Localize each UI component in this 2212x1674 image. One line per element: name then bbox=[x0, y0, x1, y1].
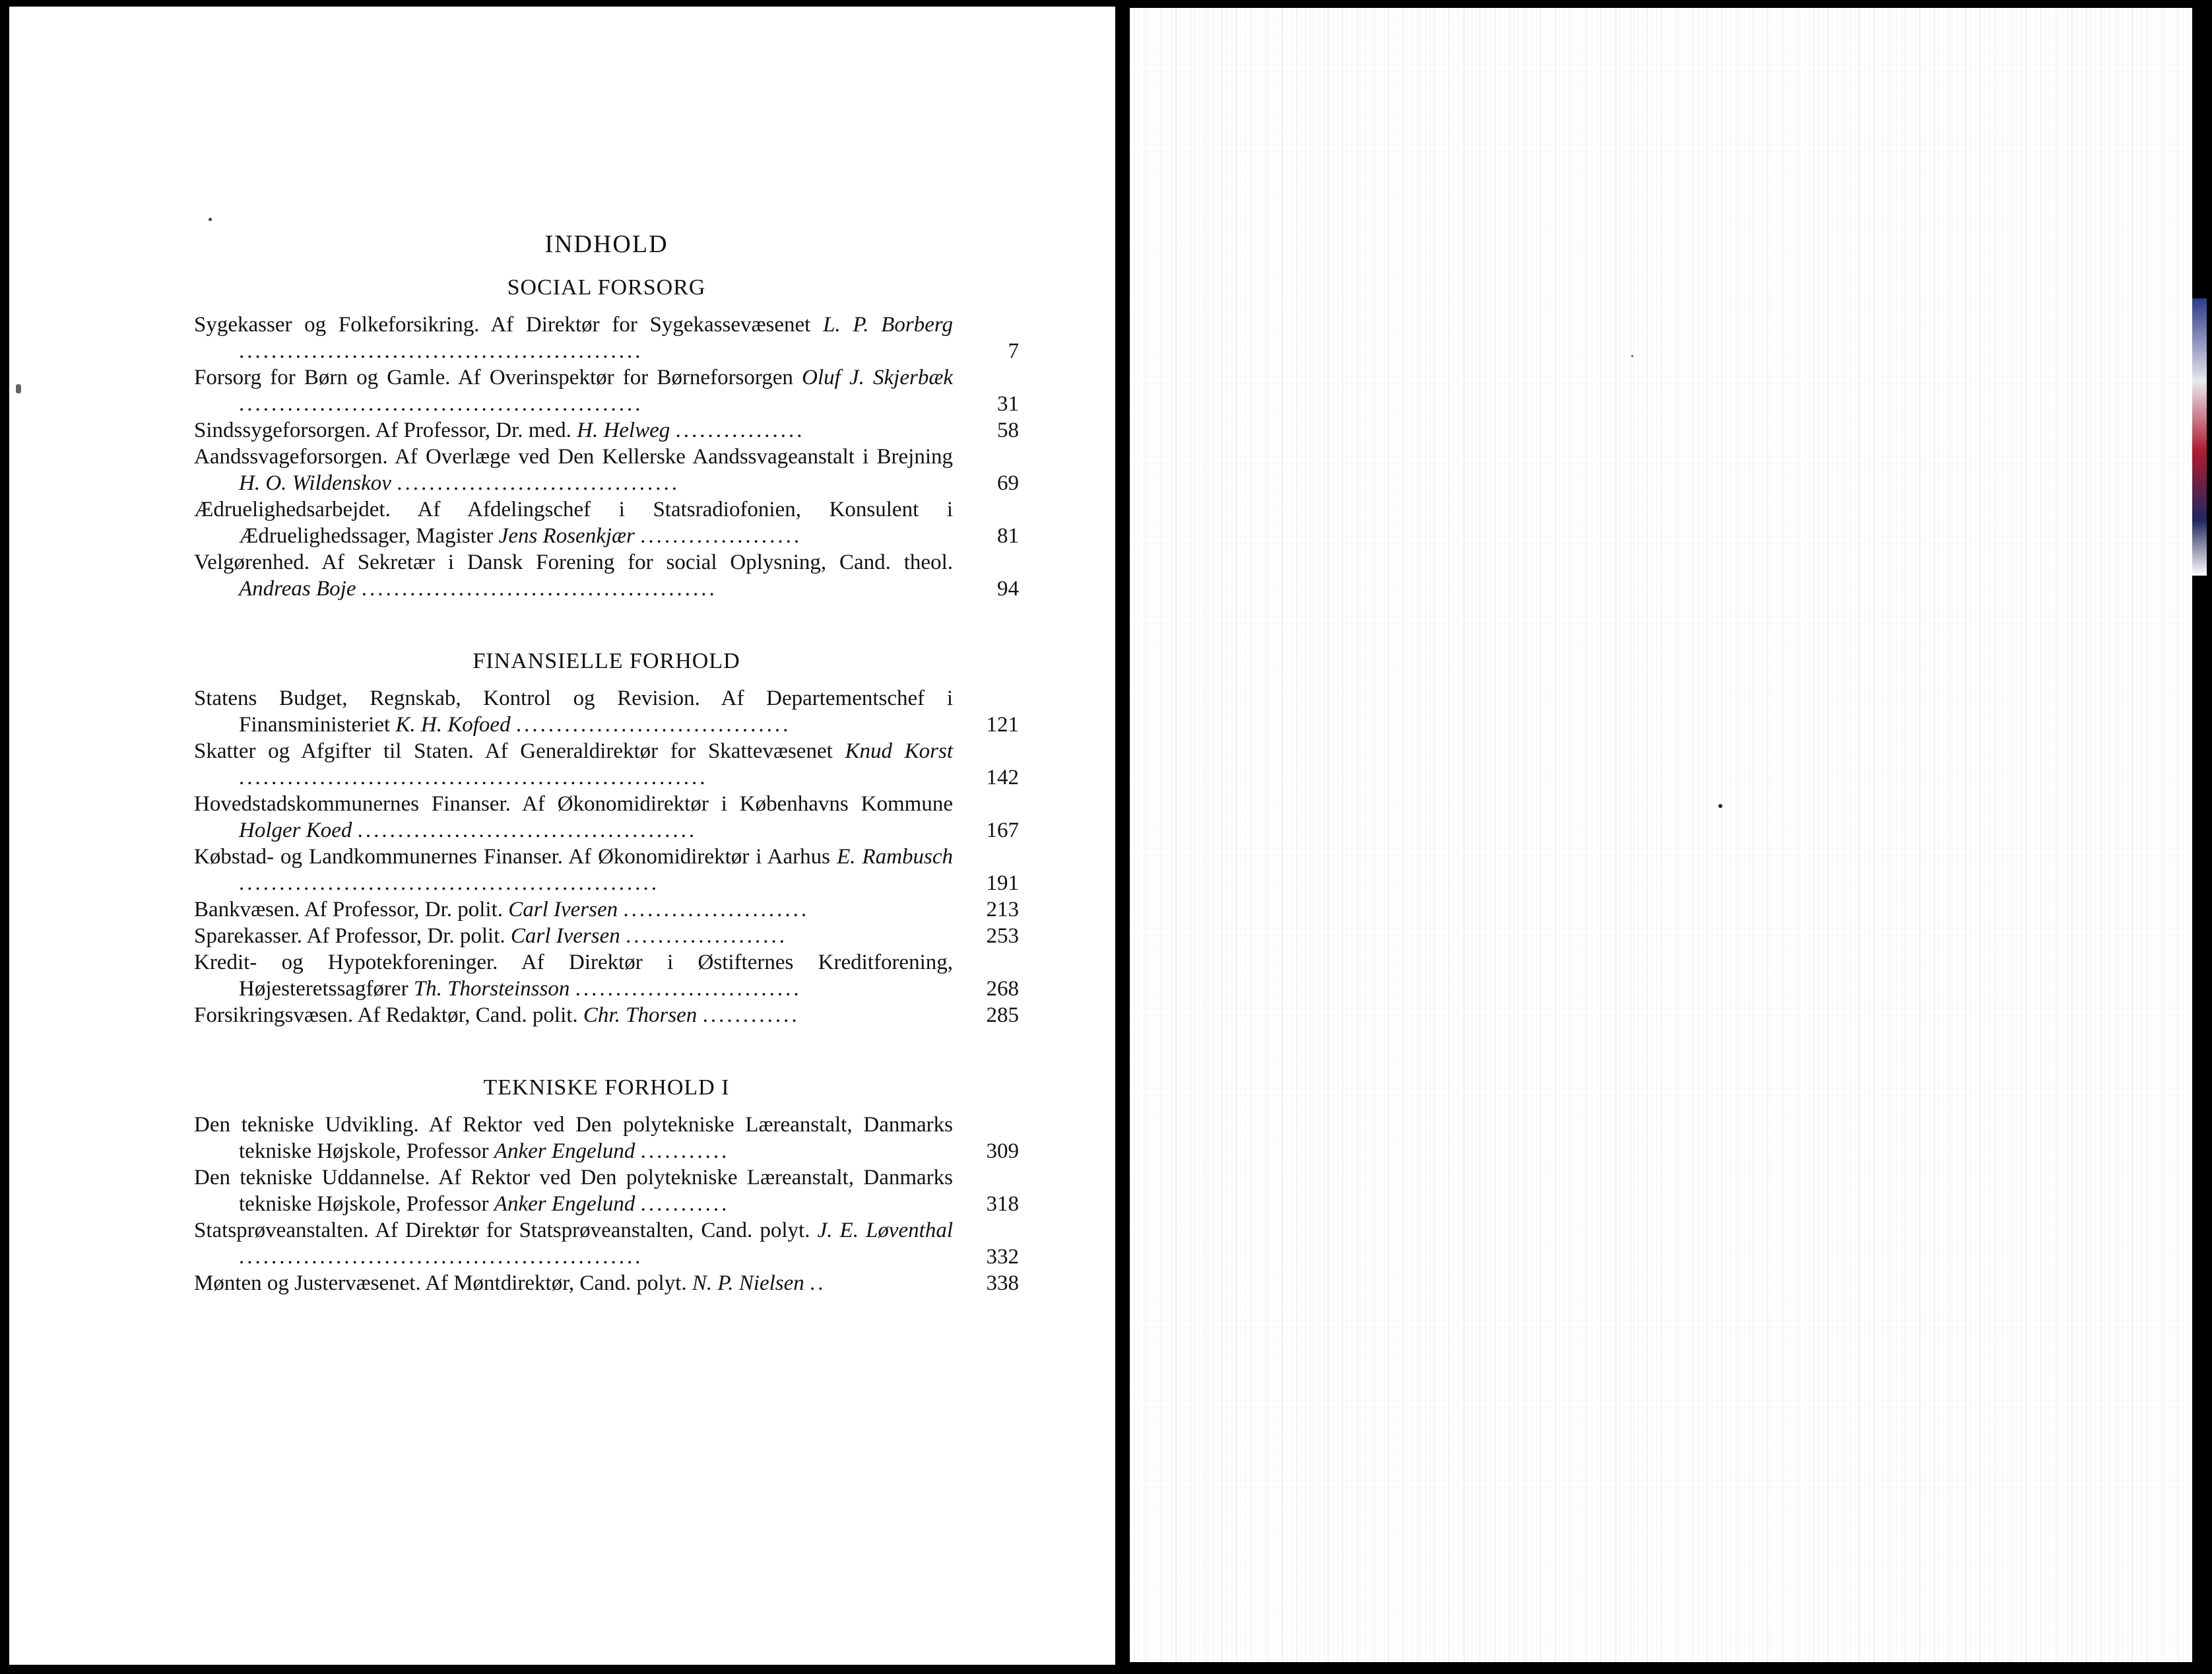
dot-leader: ........... bbox=[640, 1139, 730, 1163]
entry-author: Carl Iversen bbox=[510, 924, 620, 948]
dot-leader: .................... bbox=[626, 924, 788, 948]
section-title: FINANSIELLE FORHOLD bbox=[472, 649, 740, 673]
entry-author: Anker Engelund bbox=[494, 1139, 635, 1163]
dot-leader: .......................................................... bbox=[239, 766, 708, 789]
toc-entry bbox=[194, 896, 1019, 923]
toc-entry bbox=[194, 312, 1019, 364]
entry-text: Sparekasser. Af Professor, Dr. polit. bbox=[194, 924, 505, 948]
entry-text: Forsikringsvæsen. Af Redaktør, Cand. polit. bbox=[194, 1003, 578, 1027]
paper-texture bbox=[1130, 8, 2192, 1662]
toc-entry bbox=[194, 1164, 1019, 1217]
left-page bbox=[9, 7, 1115, 1665]
toc-section-social-forsorg bbox=[194, 275, 1019, 602]
entry-author: Chr. Thorsen bbox=[583, 1003, 698, 1027]
entry-text: Købstad- og Landkommunernes Finanser. Af Økonomidirektør i Aarhus bbox=[194, 845, 830, 869]
toc-entry bbox=[194, 417, 1019, 444]
dot-leader: ................................... bbox=[397, 471, 680, 495]
entry-text: Kredit- og Hypotekforeninger. Af Direktør i Østifternes Kreditforening, Højesteretssagfører bbox=[194, 951, 953, 1001]
entry-text: Sygekasser og Folkeforsikring. Af Direktør for Sygekassevæsenet bbox=[194, 313, 811, 337]
entry-author: E. Rambusch bbox=[837, 845, 954, 869]
table-of-contents bbox=[194, 231, 1019, 1343]
toc-entry bbox=[194, 1112, 1019, 1164]
entry-text: Statsprøveanstalten. Af Direktør for Statsprøveanstalten, Cand. polyt. bbox=[194, 1219, 810, 1242]
dot-leader: ........... bbox=[640, 1192, 730, 1216]
section-title: SOCIAL FORSORG bbox=[507, 275, 706, 300]
dot-leader: .................................................. bbox=[239, 1245, 643, 1269]
toc-entry bbox=[194, 1002, 1019, 1028]
paper-speck bbox=[209, 218, 212, 221]
entry-text: Den tekniske Uddannelse. Af Rektor ved Den polytekniske Læreanstalt, Danmarks tekniske Højskole, Professor bbox=[194, 1166, 953, 1216]
entry-page: 142 bbox=[986, 766, 1019, 789]
dot-leader: ................ bbox=[675, 418, 805, 442]
entry-page: 309 bbox=[986, 1139, 1019, 1163]
toc-entry bbox=[194, 685, 1019, 738]
entry-author: Knud Korst bbox=[845, 739, 954, 763]
entry-text: Forsorg for Børn og Gamle. Af Overinspektør for Børneforsorgen bbox=[194, 366, 793, 389]
entry-text: Aandssvageforsorgen. Af Overlæge ved Den Kellerske Aandssvageanstalt i Brejning bbox=[194, 445, 953, 469]
entry-page: 7 bbox=[1008, 339, 1019, 363]
entry-page: 191 bbox=[986, 871, 1019, 895]
toc-entry bbox=[194, 444, 1019, 496]
entry-page: 318 bbox=[986, 1192, 1019, 1216]
toc-entry bbox=[194, 496, 1019, 549]
entry-author: Th. Thorsteinsson bbox=[413, 977, 570, 1001]
entry-author: Anker Engelund bbox=[494, 1192, 635, 1216]
dot-leader: .. bbox=[810, 1271, 826, 1295]
entry-author: Carl Iversen bbox=[508, 898, 618, 921]
toc-entry bbox=[194, 949, 1019, 1002]
toc-entry bbox=[194, 844, 1019, 896]
entry-author: Holger Koed bbox=[239, 819, 352, 842]
cover-edge-strip bbox=[2192, 298, 2207, 576]
toc-entry bbox=[194, 1217, 1019, 1270]
dot-leader: .......................................... bbox=[357, 819, 698, 842]
dot-leader: .................................................... bbox=[239, 871, 659, 895]
entry-text: Hovedstadskommunernes Finanser. Af Økonomidirektør i Københavns Kommune bbox=[194, 792, 953, 816]
paper-speck bbox=[1631, 355, 1633, 357]
dot-leader: .................................. bbox=[515, 713, 791, 737]
toc-section-finansielle-forhold bbox=[194, 648, 1019, 1028]
entry-author: Andreas Boje bbox=[239, 577, 356, 601]
dot-leader: .................................................. bbox=[239, 392, 643, 416]
entry-page: 69 bbox=[997, 471, 1019, 495]
toc-entry bbox=[194, 791, 1019, 844]
dot-leader: ............ bbox=[702, 1003, 800, 1027]
entry-text: Sindssygeforsorgen. Af Professor, Dr. med. bbox=[194, 418, 571, 442]
dot-leader: .................... bbox=[640, 524, 802, 548]
entry-author: L. P. Borberg bbox=[823, 313, 953, 337]
entry-text: Statens Budget, Regnskab, Kontrol og Revision. Af Departementschef i Finansministeriet bbox=[194, 686, 953, 737]
entry-text: Mønten og Justervæsenet. Af Møntdirektør, Cand. polyt. bbox=[194, 1271, 687, 1295]
entry-page: 332 bbox=[986, 1245, 1019, 1269]
entry-page: 285 bbox=[986, 1003, 1019, 1027]
dot-leader: .................................................. bbox=[239, 339, 643, 363]
entry-text: Ædruelighedsarbejdet. Af Afdelingschef i Statsradiofonien, Konsulent i Ædruelighedssager, Magister bbox=[194, 498, 953, 548]
entry-text: Skatter og Afgifter til Staten. Af Generaldirektør for Skattevæsenet bbox=[194, 739, 833, 763]
entry-page: 121 bbox=[986, 713, 1019, 737]
entry-page: 58 bbox=[997, 418, 1019, 442]
toc-title: INDHOLD bbox=[544, 230, 668, 258]
entry-page: 253 bbox=[986, 924, 1019, 948]
entry-author: H. Helweg bbox=[577, 418, 670, 442]
entry-text: Bankvæsen. Af Professor, Dr. polit. bbox=[194, 898, 503, 921]
entry-author: J. E. Løventhal bbox=[817, 1219, 954, 1242]
dot-leader: ....................... bbox=[623, 898, 810, 921]
entry-page: 213 bbox=[986, 898, 1019, 921]
toc-entry bbox=[194, 923, 1019, 949]
paper-speck bbox=[1718, 804, 1722, 808]
entry-text: Velgørenhed. Af Sekretær i Dansk Forening for social Oplysning, Cand. theol. bbox=[194, 551, 953, 574]
entry-author: K. H. Kofoed bbox=[395, 713, 511, 737]
toc-entry bbox=[194, 364, 1019, 417]
dot-leader: ............................................ bbox=[361, 577, 717, 601]
entry-page: 94 bbox=[997, 577, 1019, 601]
toc-entry bbox=[194, 738, 1019, 791]
entry-page: 167 bbox=[986, 819, 1019, 842]
entry-author: Jens Rosenkjær bbox=[498, 524, 635, 548]
entry-author: N. P. Nielsen bbox=[692, 1271, 804, 1295]
toc-entry bbox=[194, 1270, 1019, 1296]
entry-page: 31 bbox=[997, 392, 1019, 416]
entry-page: 81 bbox=[997, 524, 1019, 548]
right-page-blank bbox=[1130, 8, 2192, 1662]
section-title: TEKNISKE FORHOLD I bbox=[483, 1075, 730, 1100]
dot-leader: ............................ bbox=[575, 977, 802, 1001]
toc-section-tekniske-forhold bbox=[194, 1075, 1019, 1296]
entry-author: Oluf J. Skjerbæk bbox=[802, 366, 954, 389]
entry-text: Den tekniske Udvikling. Af Rektor ved Den polytekniske Læreanstalt, Danmarks tekniske Højskole, Professor bbox=[194, 1113, 953, 1163]
entry-author: H. O. Wildenskov bbox=[239, 471, 391, 495]
margin-mark bbox=[16, 384, 21, 393]
entry-page: 338 bbox=[986, 1271, 1019, 1295]
entry-page: 268 bbox=[986, 977, 1019, 1001]
toc-entry bbox=[194, 549, 1019, 602]
